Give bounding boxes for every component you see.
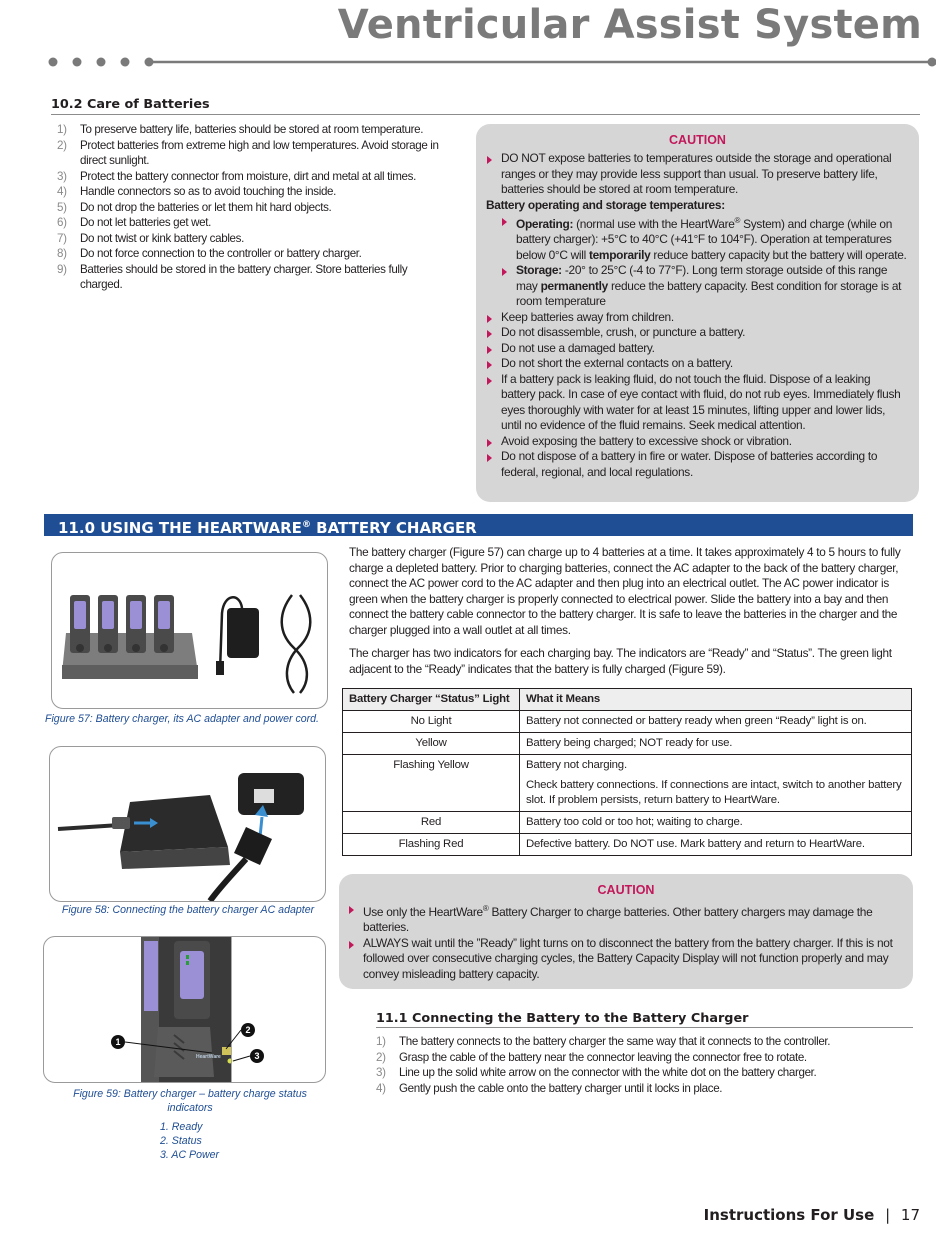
legend-status: 2. Status — [160, 1135, 202, 1147]
legend-ac-power: 3. AC Power — [160, 1149, 220, 1161]
connect-list — [370, 1034, 910, 1096]
meaning-cell: Battery too cold or too hot; waiting to charge. — [520, 812, 912, 834]
table-header-row — [343, 689, 912, 711]
caution-list-more — [486, 310, 907, 481]
bullet-icon — [487, 346, 492, 354]
connect-heading: 11.1 Connecting the Battery to the Battery Charger — [376, 1011, 749, 1026]
caution-item: Keep batteries away from children. — [486, 310, 907, 326]
list-item: 9) Batteries should be stored in the battery charger. Store batteries fully charged. — [57, 262, 408, 291]
caution-item: Do not dispose of a battery in fire or water. Dispose of batteries according to federal, regional, and local regulations. — [486, 449, 907, 480]
list-item: 6) Do not let batteries get wet. — [57, 216, 211, 229]
caution-subitem-operating: Operating: (normal use with the HeartWare® System) and charge (while on battery charger): +5°C to 40°C (+41°F to 104°F). Operation at temperatures below 0°C will temporarily reduce battery capacity but the battery will operate. — [501, 213, 907, 263]
figure-59-image — [43, 936, 326, 1083]
callout-3-badge: 3 — [250, 1049, 264, 1063]
bullet-icon — [487, 377, 492, 385]
figure-58-image — [49, 746, 326, 902]
caution-item: If a battery pack is leaking fluid, do not touch the fluid. Dispose of a leaking battery pack. In case of eye contact with fluid, do not rub eyes. Immediately flush eyes thoroughly with water for at least 15 minutes, lifting upper and lower lids, until no evidence of the fluid remains. Seek medical attention. — [486, 372, 907, 434]
meaning-cell: Defective battery. Do NOT use. Mark battery and return to HeartWare. — [520, 834, 912, 856]
charger-status-table — [342, 688, 912, 856]
table-row — [343, 834, 912, 856]
footer-separator: | — [885, 1206, 891, 1224]
list-item: 1) The battery connects to the battery charger the same way that it connects to the controller. — [376, 1035, 831, 1048]
list-item: 4) Handle connectors so as to avoid touching the inside. — [57, 185, 337, 198]
caution-title: CAUTION — [597, 883, 655, 897]
status-light-cell: No Light — [343, 711, 520, 733]
caution-item: DO NOT expose batteries to temperatures outside the storage and operational ranges or they may provide less support than usual. To preserve battery life, batteries should be stored at room temperature. — [486, 151, 907, 198]
header-dot-rule — [48, 56, 936, 68]
bullet-icon — [487, 361, 492, 369]
bullet-icon — [487, 156, 492, 164]
bullet-icon — [487, 454, 492, 462]
footer-label: Instructions For Use — [703, 1206, 875, 1224]
table-row — [343, 812, 912, 834]
caution-item: Use only the HeartWare® Battery Charger to charge batteries. Other battery chargers may damage the batteries. — [348, 901, 901, 936]
section-11-indicators: The charger has two indicators for each charging bay. The indicators are “Ready” and “Status”. The green light adjacent to the “Ready” indicates that the battery is fully charged (Figure 59). — [349, 646, 892, 676]
figure-57-image — [51, 552, 328, 709]
caution-list — [348, 901, 901, 982]
bullet-icon — [349, 941, 354, 949]
list-item: 2) Protect batteries from extreme high and low temperatures. Avoid storage in direct sunlight. — [57, 138, 439, 167]
callout-2-badge: 2 — [241, 1023, 255, 1037]
meaning-cell: Battery not connected or battery ready when green “Ready” light is on. — [520, 711, 912, 733]
caution-box-storage — [476, 124, 919, 502]
meaning-cell: Battery not charging. Check battery connections. If connections are intact, switch to another battery slot. If problem persists, return battery to HeartWare. — [520, 755, 912, 812]
caution-box-charger — [339, 874, 913, 989]
figure-59-caption: Figure 59: Battery charger – battery charge status indicators — [73, 1088, 307, 1114]
figure-57-caption: Figure 57: Battery charger, its AC adapter and power cord. — [44, 713, 319, 725]
table-row — [343, 755, 912, 812]
list-item: 2) Grasp the cable of the battery near the connector leaving the connector free to rotate. — [376, 1050, 807, 1064]
care-heading-rule — [51, 114, 920, 115]
table-row — [343, 733, 912, 755]
status-light-cell: Flashing Yellow — [343, 755, 520, 812]
caution-subhead: Battery operating and storage temperatures: — [486, 197, 725, 212]
column-header: Battery Charger “Status” Light — [343, 689, 520, 711]
document-title: Ventricular Assist System — [337, 2, 922, 48]
legend-ready: 1. Ready — [160, 1121, 203, 1133]
caution-item: Do not use a damaged battery. — [486, 341, 907, 357]
brand-label: HeartWare — [196, 1054, 221, 1060]
bullet-icon — [502, 268, 507, 276]
bullet-icon — [487, 315, 492, 323]
figure-58-caption: Figure 58: Connecting the battery charger AC adapter — [61, 904, 315, 916]
bullet-icon — [502, 218, 507, 226]
status-light-cell: Yellow — [343, 733, 520, 755]
bullet-icon — [349, 906, 354, 914]
list-item: 8) Do not force connection to the controller or battery charger. — [57, 247, 362, 260]
care-list — [51, 122, 451, 293]
bullet-icon — [487, 330, 492, 338]
battery-charger-illustration — [52, 553, 327, 708]
caution-item: ALWAYS wait until the ”Ready” light turns on to disconnect the battery from the battery charger. If this is not followed over consecutive charging cycles, the Battery Capacity Display will not function properly and may convey misleading battery capacity. — [348, 936, 901, 983]
caution-item: Do not short the external contacts on a battery. — [486, 356, 907, 372]
figure-59-legend — [160, 1120, 250, 1162]
list-item: 3) Line up the solid white arrow on the connector with the white dot on the battery charger. — [376, 1066, 817, 1079]
status-light-cell: Red — [343, 812, 520, 834]
ac-adapter-connection-illustration — [50, 747, 325, 901]
caution-item: Do not disassemble, crush, or puncture a battery. — [486, 325, 907, 341]
status-light-cell: Flashing Red — [343, 834, 520, 856]
column-header: What it Means — [520, 689, 912, 711]
list-item: 4) Gently push the cable onto the battery charger until it locks in place. — [376, 1081, 723, 1095]
page-number: 17 — [900, 1206, 920, 1224]
caution-subitem-storage: Storage: -20° to 25°C (-4 to 77°F). Long term storage outside of this range may permanently reduce the battery capacity. Best condition for storage is at room temperature — [501, 263, 907, 310]
meaning-cell: Battery being charged; NOT ready for use. — [520, 733, 912, 755]
caution-sublist — [486, 213, 907, 310]
callout-1-badge: 1 — [111, 1035, 125, 1049]
caution-list — [486, 151, 907, 198]
list-item: 3) Protect the battery connector from moisture, dirt and metal at all times. — [57, 169, 416, 183]
list-item: 7) Do not twist or kink battery cables. — [57, 231, 244, 245]
caution-item: Avoid exposing the battery to excessive shock or vibration. — [486, 434, 907, 450]
list-item: 5) Do not drop the batteries or let them hit hard objects. — [57, 200, 332, 214]
table-row — [343, 711, 912, 733]
list-item: 1) To preserve battery life, batteries should be stored at room temperature. — [57, 123, 424, 136]
section-11-heading: 11.0 USING THE HEARTWARE® BATTERY CHARGER — [44, 514, 913, 536]
bullet-icon — [487, 439, 492, 447]
page-footer — [704, 1206, 920, 1224]
callout-lines — [44, 937, 325, 1082]
section-11-intro: The battery charger (Figure 57) can charge up to 4 batteries at a time. It takes approximately 4 to 5 hours to fully charge a depleted battery. Prior to charging batteries, connect the AC adapter to the back of the battery charger, connect the AC power cord to the AC adapter and then plug into an electrical outlet. The AC power indicator is green when the battery charger is properly connected to electrical power. Slide the battery into a bay and then connect the battery cable connector to the battery charger. It is safe to leave the batteries in the charger and the charger plugged into a wall outlet at all times. — [349, 545, 901, 637]
care-heading: 10.2 Care of Batteries — [51, 97, 210, 112]
caution-title: CAUTION — [669, 133, 726, 147]
connect-heading-rule — [376, 1027, 913, 1028]
